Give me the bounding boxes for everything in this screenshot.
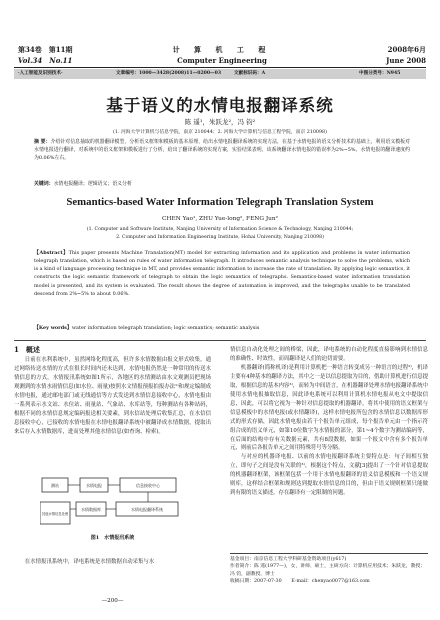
section-1-title: 1 概述 [14, 345, 40, 354]
header-date [386, 44, 426, 66]
footnote-author: 作者简介：陈 遥(1977—)，女，讲师、硕士，主研方向：计算机应用技术；朱跃龙，教授；冯 钧，副教授，博士 [230, 564, 425, 577]
body-paragraph: 机器翻译(简称机译)是利用计算机把一种语言转变成另一种语言的过程²⁾，机译主要有4种基本的翻译方法，其中之一是以信息提取为目的，借助计算机进行信息提取，根据信息的基本内容³⁾，而转为中间语言，在机器翻译处理水情电报翻译系统中使用水情电报抽取信息，因此译电系统可以利用计算机水情电报从电文中提取信息，因此，可以将它视为一种针对信息提取的机器翻译，将其中使用的语义框架与信息模板中的水情电报(或水情翻译)，这样水情电报所包含的水情信息以数据库形式的形式存储，因此水情电报由若干个报告单元组成，每个报告单元由一个指示符组合成的语义单元，如第10位数字为水情报的部分，第1~4个数字为测站编码等，在后面的结构中存有关数据元素，共有8段数据，如果一个报文中含有多个报告单元，则前后各报告单元之间用特殊符号等分隔。 [230, 364, 428, 452]
footnote-received: 收稿日期：2007-07-30 E-mail：chenyao0077@163.com [230, 579, 370, 585]
authors-en: CHEN Yao¹, ZHU Yue-long², FENG Jun² [162, 216, 278, 222]
authors-cn: 陈 遥¹，朱跃龙²，冯 钧² [184, 118, 256, 126]
affiliation-cn: (1. 河海大学计算机与信息学院，南京 210044；2. 河海大学计算机与信息工程学院，南京 210098) [113, 130, 327, 135]
keywords-cn-text: 水情电报翻译；逻辑语义；语义分析 [53, 181, 132, 187]
node-center-label: 信息接收中心 [136, 483, 160, 488]
affiliation-en [0, 226, 440, 242]
affiliation-en-2: 2. Computer and Information Engineering Institute, Hohai University, Nanjing 210098) [116, 235, 324, 240]
header-rule [14, 67, 426, 68]
volume-cn: 第34卷 第11期 [18, 45, 73, 54]
document-code: 文献标识码：A [234, 71, 266, 76]
keywords-cn [34, 180, 410, 187]
journal-name-cn: 计 算 机 工 程 [172, 45, 272, 54]
footnote-fund: 基金项目：南京信息工程大学科研基金资助项目(y617) [230, 557, 347, 562]
affiliation-en-1: (1. Computer and Software Institute, Nanjing University of Information Science & Technology, Nanjing 210044; [86, 227, 354, 232]
section-label: ·人工智能及识别技术· [18, 71, 63, 76]
footnote [230, 553, 428, 586]
date-en: June 2008 [386, 56, 426, 65]
abstract-en-text: This paper presents Machine Translation(MT) model for extracting information and its application and problems in water information telegraph translation, which is based on rules of water information telegraph. It introduces semantic analysis technique to solve the problems, which is a kind of language processing technique in MT, and provides semantic information to increase the rate of translation. By applying logic semantics, it constructs the logic semantic framework of telegraph to obtain the logic semantics of telegraphs. Semantics-based water information translation model is presented, and its system is evaluated. The result shows the degree of automation is improved, and the telegraphs unable to be translated descend from 2%~5% to about 0.06%. [34, 250, 410, 297]
body-paragraph: 与对应的机器译电报、以前的水情电报翻译系统主要特点是：句子间相互独立，即句子之间是没有关联的³⁾，根据这个特点，文献[3]提出了一个针对信息提取的机器翻译框架，该框架包括一个用于水情电报翻译的语义信息模板和一个语义规则库，这样结合框架和规则达到提取水情信息的目的，但由于语义规则框架只能做到有限的语义描述，存在翻译有一定限制的问题。 [230, 454, 428, 497]
node-telegraph-label: 水情电报 [86, 483, 102, 488]
node-other-label: 其他水情信息处理 [41, 512, 69, 516]
abstract-en-label: 【Abstract】 [34, 250, 69, 256]
body-rule [14, 340, 426, 341]
body-paragraph: 情信息自动化处理之间的桥梁，因此，译电系统的自动化程度直接影响到水情信息的准确性、时效性，而周翻译是人们的迫切需要。 [230, 347, 428, 362]
abstract-cn [34, 138, 410, 162]
date-cn: 2008年6月 [387, 45, 426, 54]
page-number: —200— [101, 598, 124, 604]
abstract-en [34, 249, 410, 298]
volume-en: Vol.34 No.11 [18, 56, 73, 65]
journal-header [18, 44, 426, 66]
clc-number: 中图分类号：N945 [359, 71, 401, 76]
keywords-cn-label: 关键词： [34, 181, 54, 187]
body-right-column [230, 346, 428, 498]
node-station-label: 测站 [51, 483, 59, 488]
keywords-en-text: water information telegraph translation; logic semantics; semantic analysis [71, 325, 260, 331]
body-left-column [14, 346, 211, 437]
figure-1-diagram [40, 472, 180, 528]
keywords-en-label: 【Key words】 [34, 325, 72, 331]
body-left-column-bottom [14, 558, 211, 567]
abstract-cn-text: 介绍针对信息抽取的机器翻译模型，分析语义框架和模板的基本原理，给出水情电报翻译系统的实现方法，在基于水情电报的语义分析技术的基础上，利用语义模板对水情电报进行翻译，对系统中的语义框架和模板进行了分析，给出了翻译系统的实现方案，实验结果表明，该系统翻译水情电报的错误率为2%~5%，水情电报的翻译速度约为0.06%左右。 [34, 139, 410, 162]
header-journal [18, 44, 426, 66]
node-translator-label: 水情电报翻译系统 [131, 507, 163, 512]
body-paragraph: 在水情报汛系统中，译电系统是水情数据自动采集与水 [24, 559, 155, 565]
keywords-en [34, 324, 410, 331]
title-cn: 基于语义的水情电报翻译系统 [106, 96, 334, 115]
node-database-label: 水情数据库 [81, 507, 101, 512]
abstract-cn-label: 摘 要： [34, 139, 51, 145]
journal-name-en: Computer Engineering [177, 56, 267, 65]
figure-1-caption: 图1 水情报汛系统 [90, 535, 135, 541]
category-bar [14, 69, 426, 79]
title-en: Semantics-based Water Information Telegraph Translation System [66, 196, 374, 208]
article-number: 文章编号：1000—3428(2008)11—0200—03 [116, 71, 222, 76]
body-paragraph: 日前在水利系统中，虽然网络化程度高，但许多水情数据由报文形式收集，通过网络传送水情的方式在很长时间内还未达到，水情电报仍然是一种常用的传送水情信息的方式，水情报汛系统如图1所示，各地区的水情测站由水文观测员把现场观测到的水情水雨情信息(如水位、雨量)按照水文情报预报拍报办法¹⁾和规定编制成水情电报，通过邮电部门或无线通信等方式发送到水情信息接收中心，水情电报由一系列表示水文站、水位站、雨量站、气象站、水库站等，每种测站有各种站码，根据不同的水情信息规定编码报送相关要素，到水信站处理后收集汇总，在水信信息接收中心，已接收的水情电报在水情电报翻译系统中被翻译成水情数据，提取出来后存入水情数据库，进而处理其他水情信息(如查询、检索)。 [14, 356, 211, 435]
